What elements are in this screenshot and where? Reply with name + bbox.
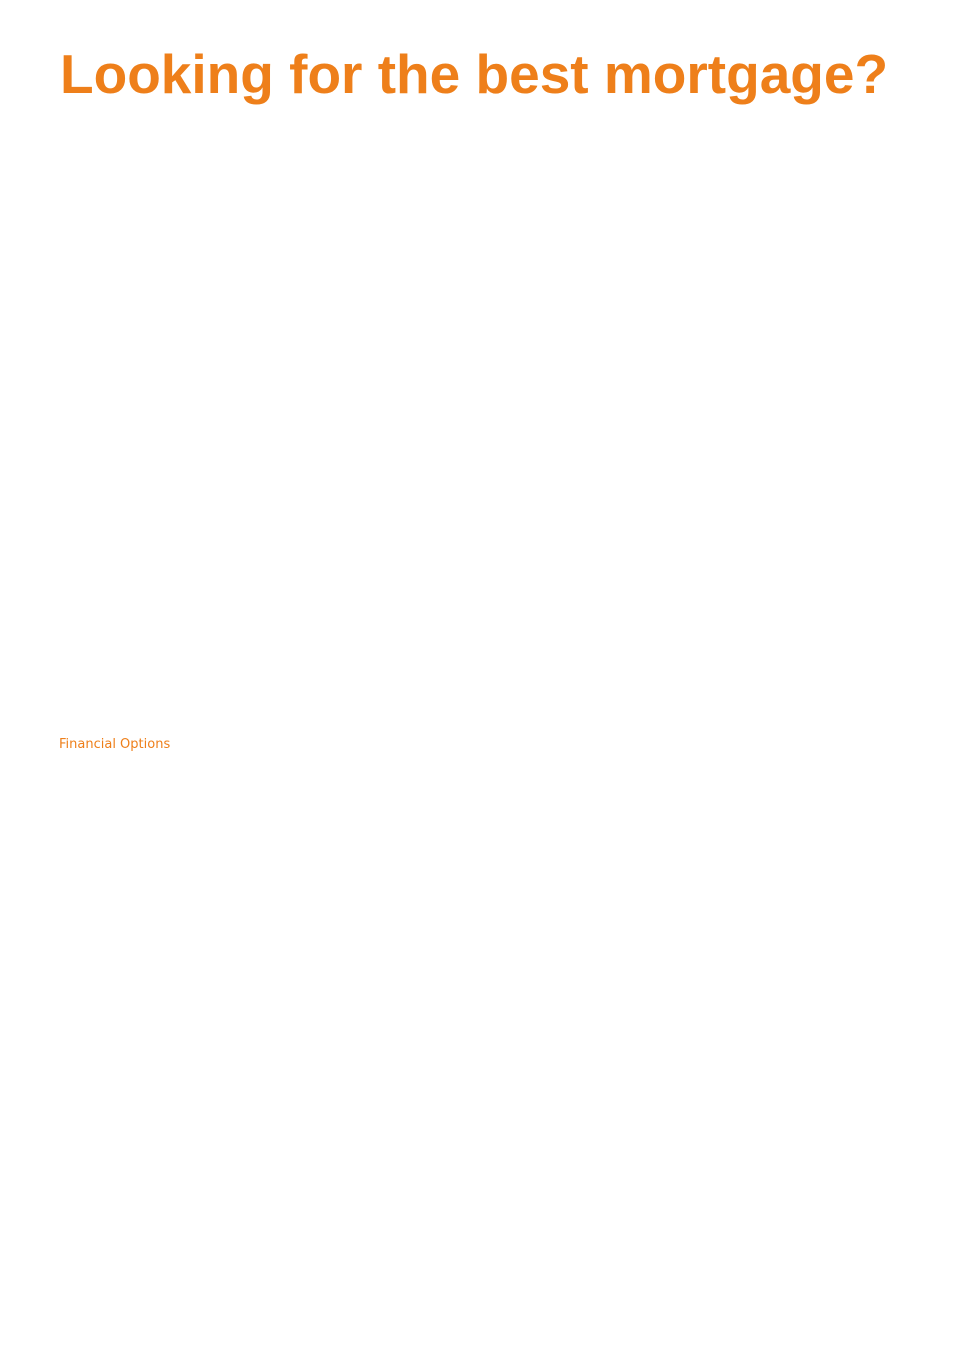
- section-label-financial-options: Financial Options: [59, 737, 171, 752]
- page-headline: Looking for the best mortgage?: [60, 43, 889, 105]
